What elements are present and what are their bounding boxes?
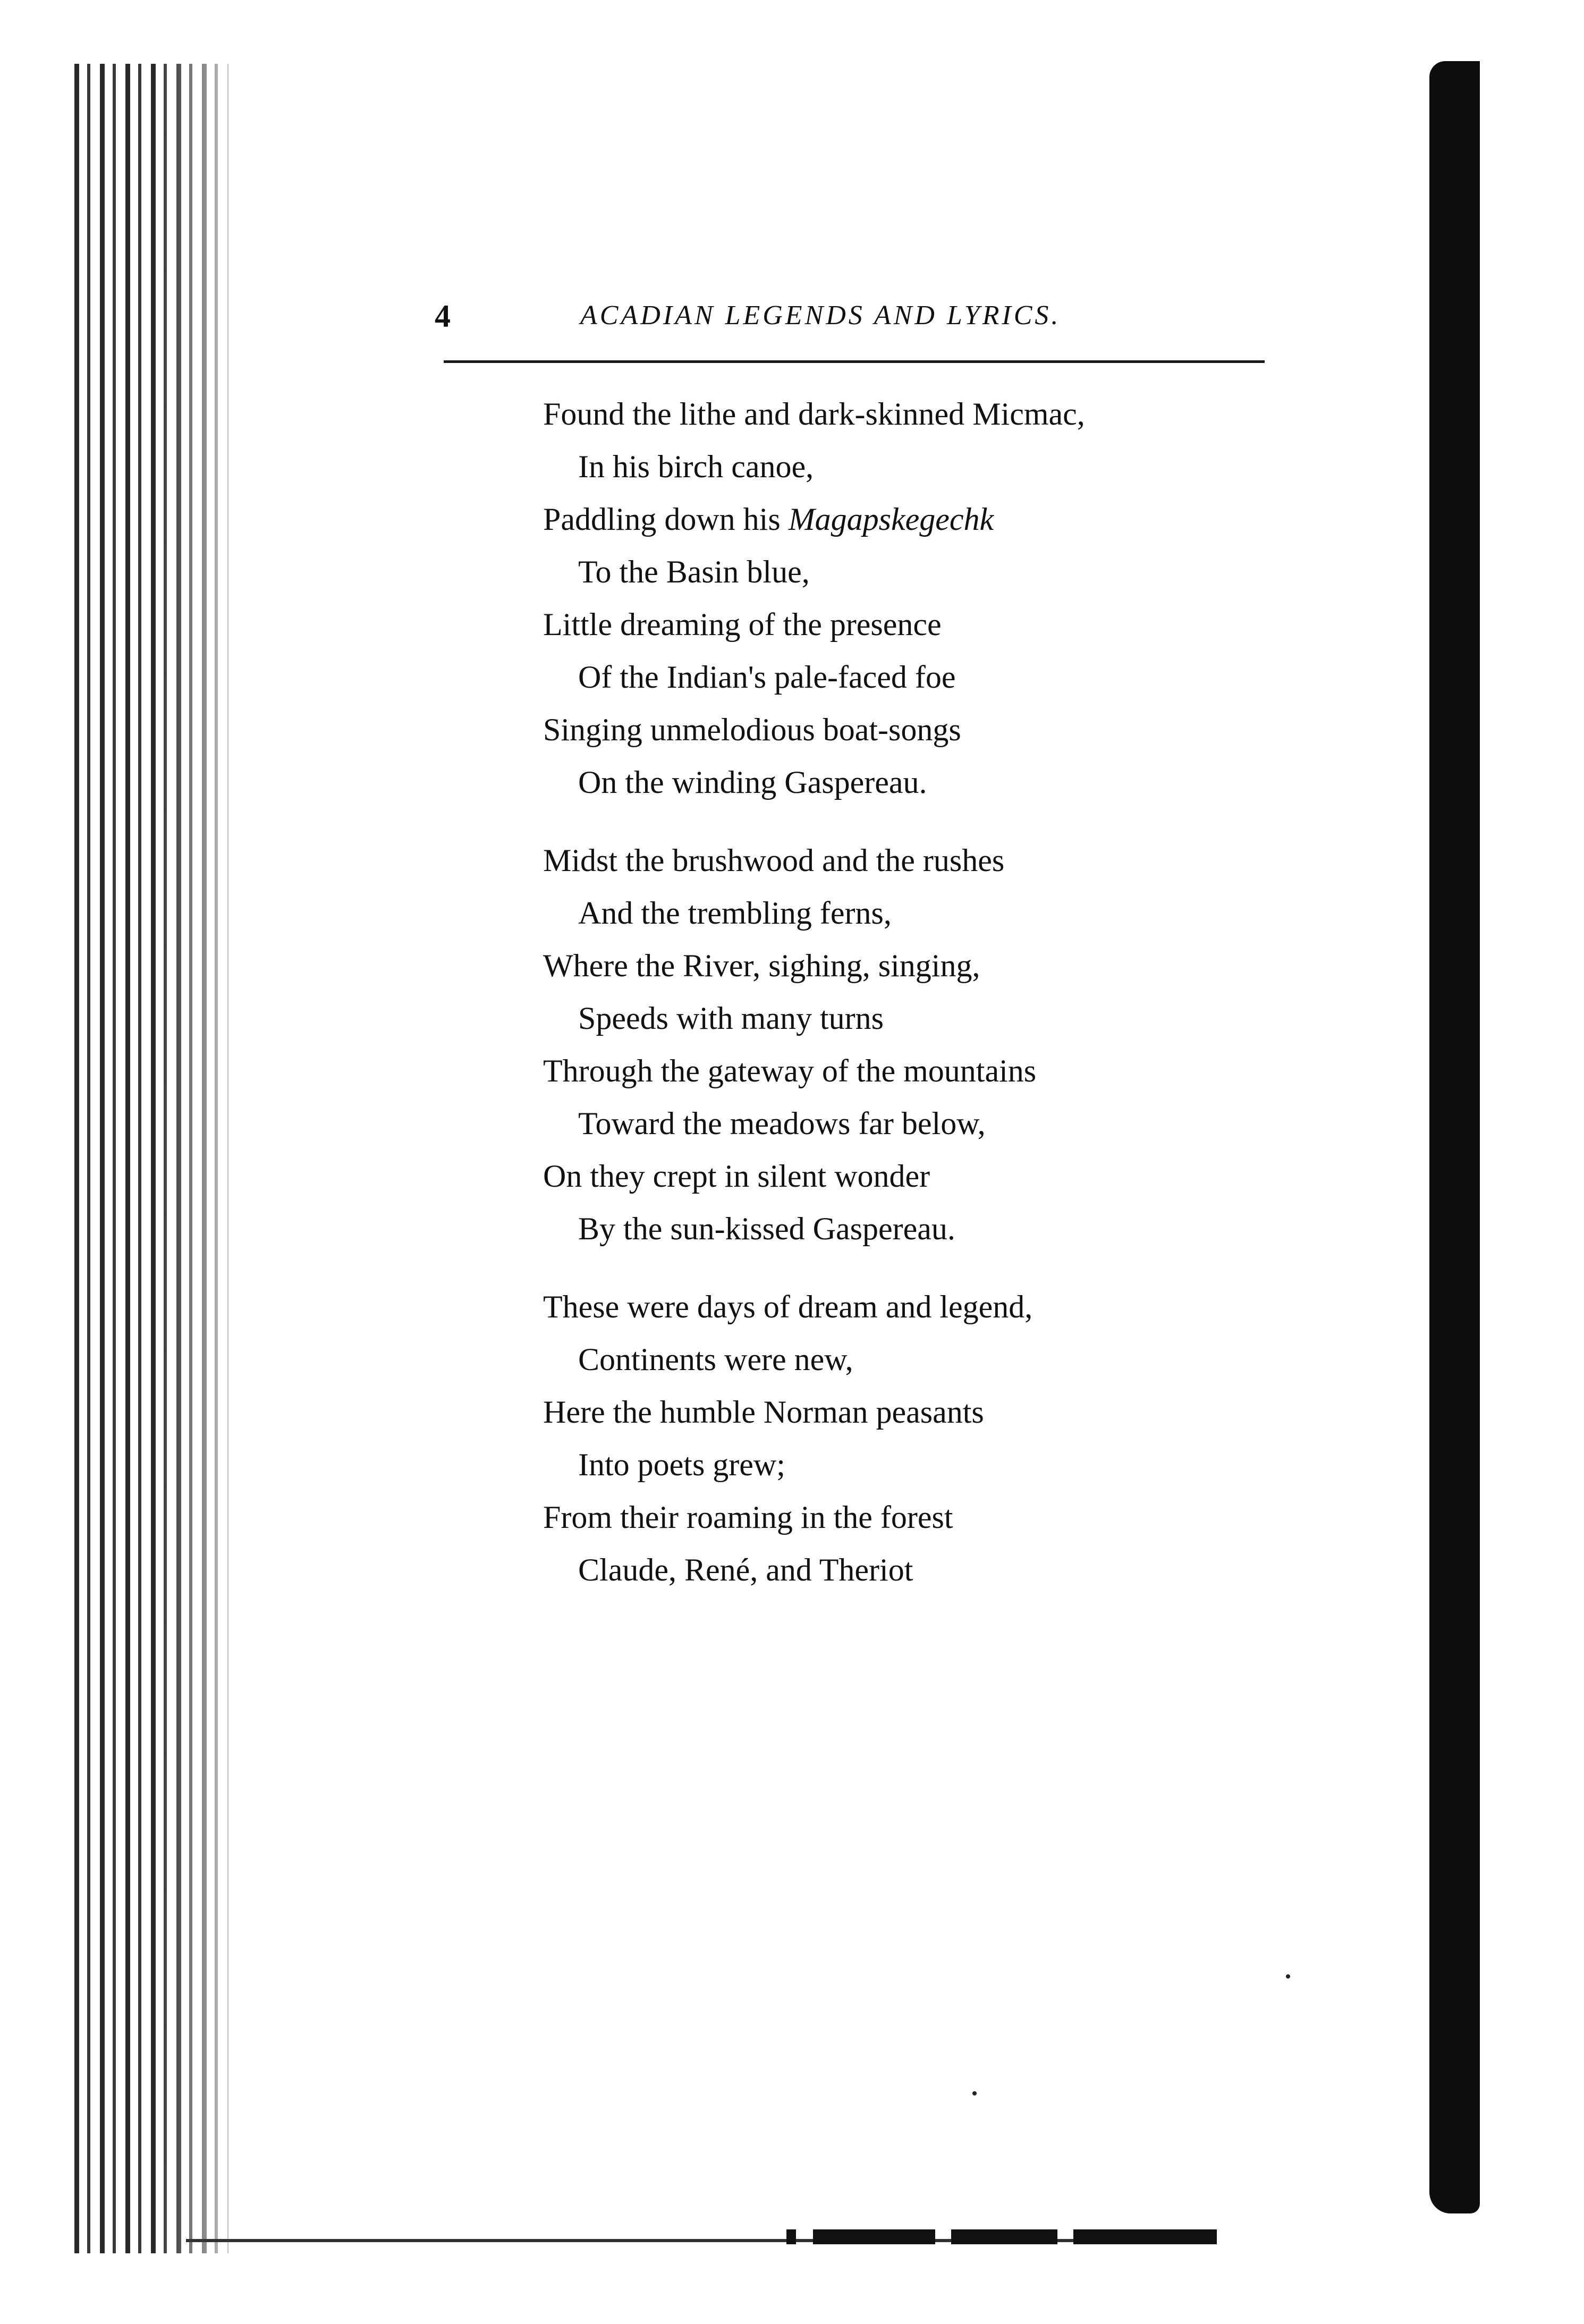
scanned-page-edge-right [1429, 61, 1480, 2213]
poem-body [543, 388, 1234, 1622]
poem-line: These were days of dream and legend, [543, 1289, 1033, 1324]
header-rule [444, 360, 1265, 363]
poem-line [543, 493, 1234, 546]
scanned-page-edge-fade [159, 64, 228, 2253]
poem-line: Continents were new, [578, 1342, 853, 1377]
scan-speck [972, 2091, 977, 2095]
scanned-page-edge-bottom [186, 2239, 1217, 2242]
poem-line-text: Paddling down his [543, 502, 789, 537]
poem-line-italic-word: Magapskegechk [788, 502, 994, 537]
poem-line: From their roaming in the forest [543, 1500, 953, 1535]
stanza-3 [543, 1281, 1234, 1596]
scan-mark [813, 2229, 935, 2244]
poem-line: Through the gateway of the mountains [543, 1053, 1037, 1088]
poem-line: On the winding Gaspereau. [578, 765, 927, 800]
poem-line: Speeds with many turns [578, 1001, 884, 1036]
scan-speck [1286, 1974, 1290, 1979]
poem-line: Singing unmelodious boat-songs [543, 712, 961, 747]
poem-line: Into poets grew; [578, 1447, 785, 1482]
poem-line: On they crept in silent wonder [543, 1159, 930, 1194]
scan-mark [951, 2229, 1057, 2244]
running-head: ACADIAN LEGENDS AND LYRICS. [580, 300, 1061, 331]
poem-line: Claude, René, and Theriot [578, 1552, 913, 1587]
poem-line: Where the River, sighing, singing, [543, 948, 980, 983]
poem-line: Of the Indian's pale-faced foe [578, 660, 956, 695]
scan-mark [786, 2229, 796, 2244]
page-number: 4 [435, 299, 451, 334]
poem-line: Found the lithe and dark-skinned Micmac, [543, 396, 1085, 432]
stanza-2 [543, 834, 1234, 1255]
poem-line: To the Basin blue, [578, 554, 810, 589]
poem-line: Toward the meadows far below, [578, 1106, 986, 1141]
stanza-1 [543, 388, 1234, 809]
scan-mark [1073, 2229, 1217, 2244]
poem-line: By the sun-kissed Gaspereau. [578, 1211, 955, 1246]
poem-line: Little dreaming of the presence [543, 607, 942, 642]
poem-line: Here the humble Norman peasants [543, 1395, 984, 1430]
poem-line: In his birch canoe, [578, 449, 814, 484]
poem-line: Midst the brushwood and the rushes [543, 843, 1005, 878]
poem-line: And the trembling ferns, [578, 895, 892, 931]
